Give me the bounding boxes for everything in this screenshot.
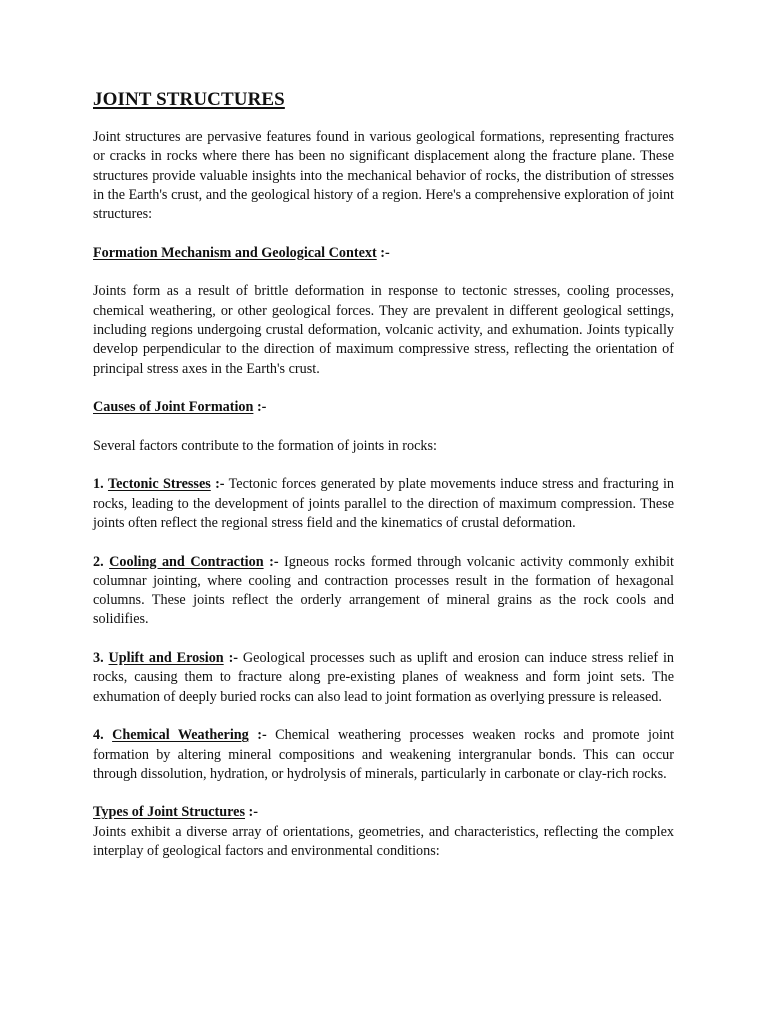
list-item-number: 4. bbox=[93, 727, 104, 744]
list-item-cooling-and-contraction bbox=[93, 553, 674, 630]
list-item-separator: :- bbox=[223, 650, 239, 667]
intro-paragraph: Joint structures are pervasive features found in various geological formations, representing fractures or cracks in rocks where there has been no significant displacement along the fracture plane. These structures provide valuable insights into the mechanical behavior of rocks, the distribution of stresses in the Earth's crust, and the geological history of a region. Here's a comprehensive exploration of joint structures: bbox=[93, 129, 674, 223]
section-heading-formation-suffix: :- bbox=[376, 244, 390, 261]
list-item-term: Tectonic Stresses bbox=[107, 476, 211, 493]
types-paragraph: Joints exhibit a diverse array of orientations, geometries, and characteristics, reflecting the complex interplay of geological factors and environmental conditions: bbox=[93, 823, 674, 859]
list-item-text: Geological processes such as uplift and erosion can induce stress relief in rocks, causing them to fracture along pre-existing planes of weakness and form joint sets. The exhumation of deeply buried rocks can also lead to joint formation as overlying pressure is released. bbox=[93, 650, 675, 705]
section-heading-causes-text: Causes of Joint Formation bbox=[93, 399, 254, 416]
list-item-text: Tectonic forces generated by plate movements induce stress and fracturing in rocks, leading to the development of joints parallel to the direction of maximum compression. These joints often reflect the regional stress field and the kinematics of crustal deformation. bbox=[93, 476, 675, 531]
formation-paragraph: Joints form as a result of brittle deformation in response to tectonic stresses, cooling processes, chemical weathering, or other geological forces. They are prevalent in different geological settings, including regions undergoing crustal deformation, volcanic activity, and exhumation. Joints typically develop perpendicular to the direction of maximum compressive stress, reflecting the orientation of principal stress axes in the Earth's crust. bbox=[93, 283, 674, 377]
section-heading-causes bbox=[93, 398, 674, 417]
list-item-tectonic-stresses bbox=[93, 475, 674, 533]
list-item-number: 3. bbox=[93, 650, 104, 667]
causes-lead-paragraph: Several factors contribute to the formation of joints in rocks: bbox=[93, 437, 437, 454]
list-item-separator: :- bbox=[263, 553, 279, 570]
page-title: JOINT STRUCTURES bbox=[93, 89, 285, 110]
section-heading-formation-text: Formation Mechanism and Geological Context bbox=[93, 244, 377, 261]
section-heading-types bbox=[93, 803, 674, 822]
list-item-separator: :- bbox=[248, 727, 267, 744]
section-heading-formation bbox=[93, 244, 674, 263]
list-item-text: Igneous rocks formed through volcanic activity commonly exhibit columnar jointing, where cooling and contraction processes result in the formation of hexagonal columns. These joints reflect the orderly arrangement of mineral grains as the rock cools and solidifies. bbox=[93, 553, 674, 628]
list-item-uplift-and-erosion bbox=[93, 649, 674, 707]
list-item-number: 1. bbox=[93, 476, 104, 493]
document-page bbox=[93, 88, 674, 861]
section-heading-types-text: Types of Joint Structures bbox=[93, 804, 245, 821]
list-item-term: Chemical Weathering bbox=[112, 727, 249, 744]
list-item-text: Chemical weathering processes weaken rocks and promote joint formation by altering mineral compositions and weakening intergranular bonds. This can occur through dissolution, hydration, or hydrolysis of minerals, particularly in carbonate or clay-rich rocks. bbox=[93, 727, 675, 782]
list-item-separator: :- bbox=[210, 476, 225, 493]
section-heading-causes-suffix: :- bbox=[253, 399, 267, 416]
list-item-term: Uplift and Erosion bbox=[108, 650, 224, 667]
list-item-term: Cooling and Contraction bbox=[109, 553, 264, 570]
section-heading-types-suffix: :- bbox=[245, 804, 258, 821]
list-item-number: 2. bbox=[93, 553, 104, 570]
list-item-chemical-weathering bbox=[93, 726, 674, 784]
